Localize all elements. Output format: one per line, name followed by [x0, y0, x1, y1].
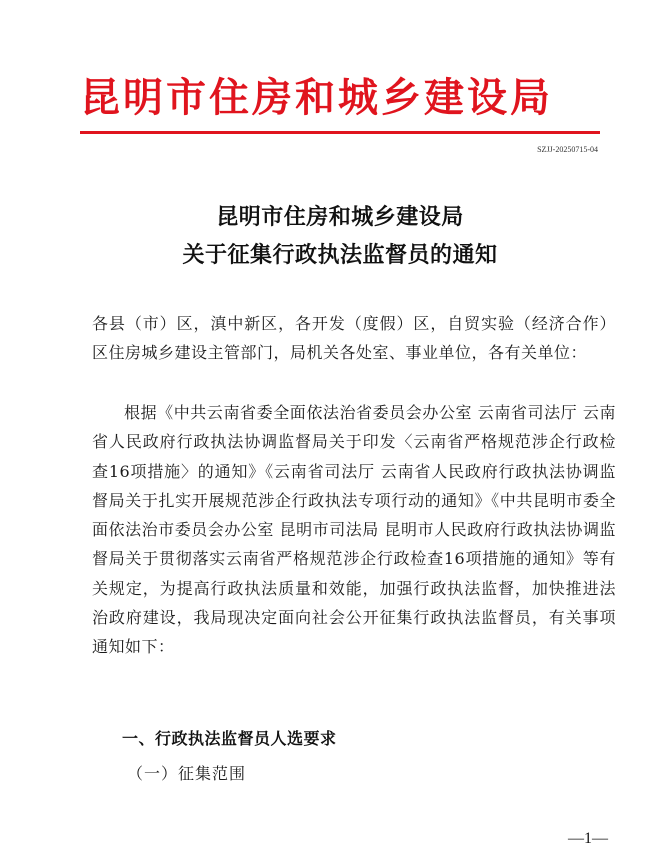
subsection-heading-scope: （一）征集范围 — [127, 764, 247, 783]
document-code: SZJJ-20250715-04 — [537, 145, 598, 154]
notice-title-line1: 昆明市住房和城乡建设局 — [216, 204, 464, 230]
issuing-authority-header: 昆明市住房和城乡建设局 — [80, 74, 553, 121]
red-header-rule — [80, 131, 600, 134]
page-number: —1— — [568, 830, 608, 847]
addressee-paragraph: 各县（市）区，滇中新区，各开发（度假）区，自贸实验（经济合作）区住房城乡建设主管部门，局机关各处室、事业单位，各有关单位： — [92, 314, 616, 363]
section-heading-requirements: 一、行政执法监督员人选要求 — [122, 729, 337, 748]
notice-title-line2: 关于征集行政执法监督员的通知 — [182, 242, 498, 268]
main-paragraph: 根据《中共云南省委全面依法治省委员会办公室 云南省司法厅 云南省人民政府行政执法协调监督局关于印发〈云南省严格规范涉企行政检查16项措施〉的通知》《云南省司法厅 云南省人民政府行政执法协调监督局关于扎实开展规范涉企行政执法专项行动的通知》《中共昆明市委全面依法治市委员会办公室 昆明市司法局 昆明市人民政府行政执法协调监督局关于贯彻落实云南省严格规范涉企行政检查16项措施的通知》等有关规定，为提高行政执法质量和效能，加强行政执法监督，加快推进法治政府建设，我局现决定面向社会公开征集行政执法监督员，有关事项通知如下： — [92, 403, 616, 657]
